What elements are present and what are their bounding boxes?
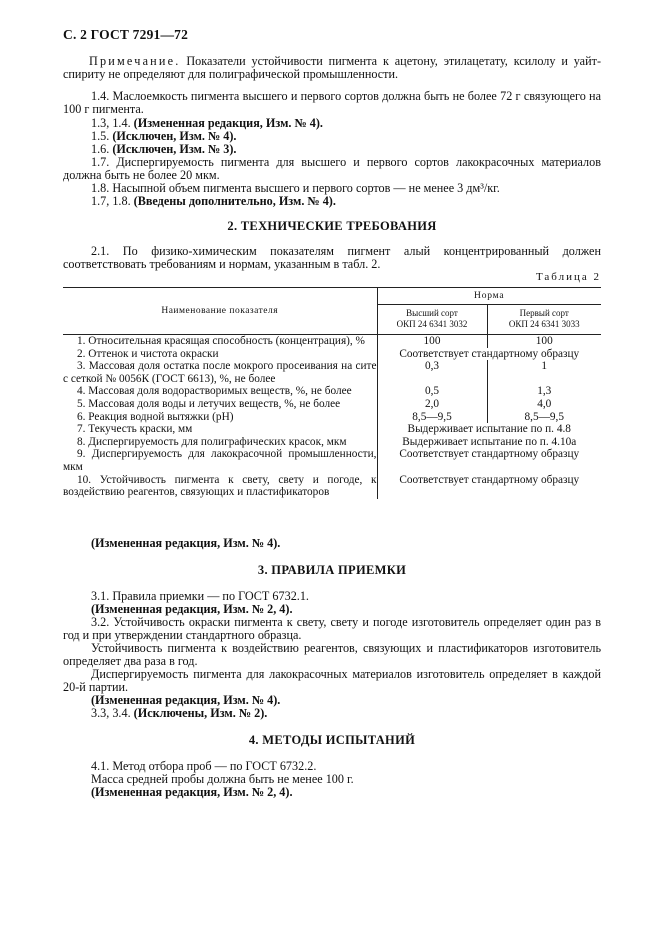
table-row [63, 335, 601, 348]
section-3-title: 3. ПРАВИЛА ПРИЕМКИ [257, 563, 407, 577]
row-indicator-name: 8. Диспергируемость для полиграфических красок, мкм [77, 435, 347, 448]
row-norm-top-grade: 100 [377, 335, 487, 348]
row-norm-first-grade: 100 [487, 335, 601, 348]
row-norm-first-grade: 1,3 [487, 385, 601, 398]
table-row [63, 474, 601, 499]
note-paragraph [63, 55, 601, 82]
note-text: Показатели устойчивости пигмента к ацетону, этилацетату, ксилолу и уайт-спириту не определяют для полиграфической промышленности. [63, 54, 601, 82]
col-header-norm: Норма [377, 288, 601, 305]
table-body [63, 335, 601, 499]
row-norm-both-grades: Выдерживает испытание по п. 4.8 [377, 423, 601, 436]
row-indicator-name: 3. Массовая доля остатка после мокрого просеивания на сите с сеткой № 0056К (ГОСТ 6613), %, не более [63, 360, 377, 385]
row-indicator-name: 6. Реакция водной вытяжки (pH) [77, 410, 234, 423]
section-2-title: 2. ТЕХНИЧЕСКИЕ ТРЕБОВАНИЯ [227, 219, 437, 233]
row-norm-first-grade: 1 [487, 360, 601, 385]
row-norm-first-grade: 4,0 [487, 398, 601, 411]
col-header-first-grade: Первый сорт ОКП 24 6341 3033 [487, 305, 601, 335]
item-4-1-mass: Масса средней пробы должна быть не менее 100 г. [91, 772, 354, 786]
item-3-3-3-4: 3.3, 3.4. (Исключены, Изм. № 2). [91, 706, 268, 720]
section-4-title: 4. МЕТОДЫ ИСПЫТАНИЙ [248, 733, 416, 747]
row-norm-both-grades: Выдерживает испытание по п. 4.10а [377, 436, 601, 449]
item-1-7-1-8-added: 1.7, 1.8. (Введены дополнительно, Изм. № 4). [91, 194, 336, 208]
item-1-6: 1.6. (Исключен, Изм. № 3). [91, 142, 237, 156]
item-1-3-1-4-change: 1.3, 1.4. (Измененная редакция, Изм. № 4). [91, 116, 323, 130]
row-indicator-name: 2. Оттенок и чистота окраски [77, 347, 219, 360]
table-row [63, 360, 601, 385]
row-indicator-name: 5. Массовая доля воды и летучих веществ, %, не более [77, 397, 341, 410]
item-3-2-reagents: Устойчивость пигмента к воздействию реагентов, связующих и пластификаторов изготовитель определяет два раза в год. [63, 641, 601, 669]
row-indicator-name: 1. Относительная красящая способность (концентрация), % [77, 335, 365, 347]
item-1-4: 1.4. Маслоемкость пигмента высшего и первого сортов должна быть не более 72 г связующего на 100 г пигмента. [63, 89, 601, 117]
table-row [63, 423, 601, 436]
row-norm-both-grades: Соответствует стандартному образцу [377, 348, 601, 361]
table-row [63, 385, 601, 398]
table-row [63, 348, 601, 361]
row-indicator-name: 9. Диспергируемость для лакокрасочной промышленности, мкм [63, 448, 377, 473]
item-1-5: 1.5. (Исключен, Изм. № 4). [91, 129, 237, 143]
item-3-2: 3.2. Устойчивость окраски пигмента к свету, свету и погоде изготовитель определяет один раз в год и при утверждении стандартного образца. [63, 615, 601, 643]
item-1-7: 1.7. Диспергируемость пигмента для высшего и первого сортов лакокрасочных материалов должна быть не более 20 мкм. [63, 155, 601, 183]
item-3-2-dispersibility: Диспергируемость пигмента для лакокрасочных материалов изготовитель определяет в каждой 20-й партии. [63, 667, 601, 695]
item-4-1: 4.1. Метод отбора проб — по ГОСТ 6732.2. [91, 759, 317, 773]
row-indicator-name: 4. Массовая доля водорастворимых веществ, %, не более [77, 385, 352, 398]
table-row [63, 398, 601, 411]
item-1-8: 1.8. Насыпной объем пигмента высшего и первого сортов — не менее 3 дм³/кг. [91, 181, 500, 195]
section-2-intro: 2.1. По физико-химическим показателям пигмент алый концентрированный должен соответствовать требованиям и нормам, указанным в табл. 2. [63, 244, 601, 272]
row-norm-top-grade: 8,5—9,5 [377, 411, 487, 424]
row-indicator-name: 10. Устойчивость пигмента к свету, свету и погоде, к воздействию реагентов, связующих и пластификаторов [63, 473, 377, 499]
col-header-top-grade: Высший сорт ОКП 24 6341 3032 [377, 305, 487, 335]
requirements-table [63, 287, 601, 499]
page-header: С. 2 ГОСТ 7291—72 [63, 27, 189, 42]
table-change-note: (Измененная редакция, Изм. № 4). [91, 536, 281, 550]
row-norm-top-grade: 2,0 [377, 398, 487, 411]
item-3-1-change: (Измененная редакция, Изм. № 2, 4). [91, 602, 293, 616]
col-header-name: Наименование показателя [63, 288, 377, 335]
item-3-2-change: (Измененная редакция, Изм. № 4). [91, 693, 281, 707]
item-3-1: 3.1. Правила приемки — по ГОСТ 6732.1. [91, 589, 309, 603]
row-norm-both-grades: Соответствует стандартному образцу [377, 474, 601, 499]
row-norm-first-grade: 8,5—9,5 [487, 411, 601, 424]
table-row [63, 436, 601, 449]
row-norm-top-grade: 0,5 [377, 385, 487, 398]
row-indicator-name: 7. Текучесть краски, мм [77, 423, 193, 436]
row-norm-top-grade: 0,3 [377, 360, 487, 385]
table-row [63, 448, 601, 473]
table-row [63, 411, 601, 424]
note-label: Примечание. [89, 54, 181, 68]
table-caption: Таблица 2 [535, 271, 601, 283]
item-4-1-change: (Измененная редакция, Изм. № 2, 4). [91, 785, 293, 799]
row-norm-both-grades: Соответствует стандартному образцу [377, 448, 601, 473]
